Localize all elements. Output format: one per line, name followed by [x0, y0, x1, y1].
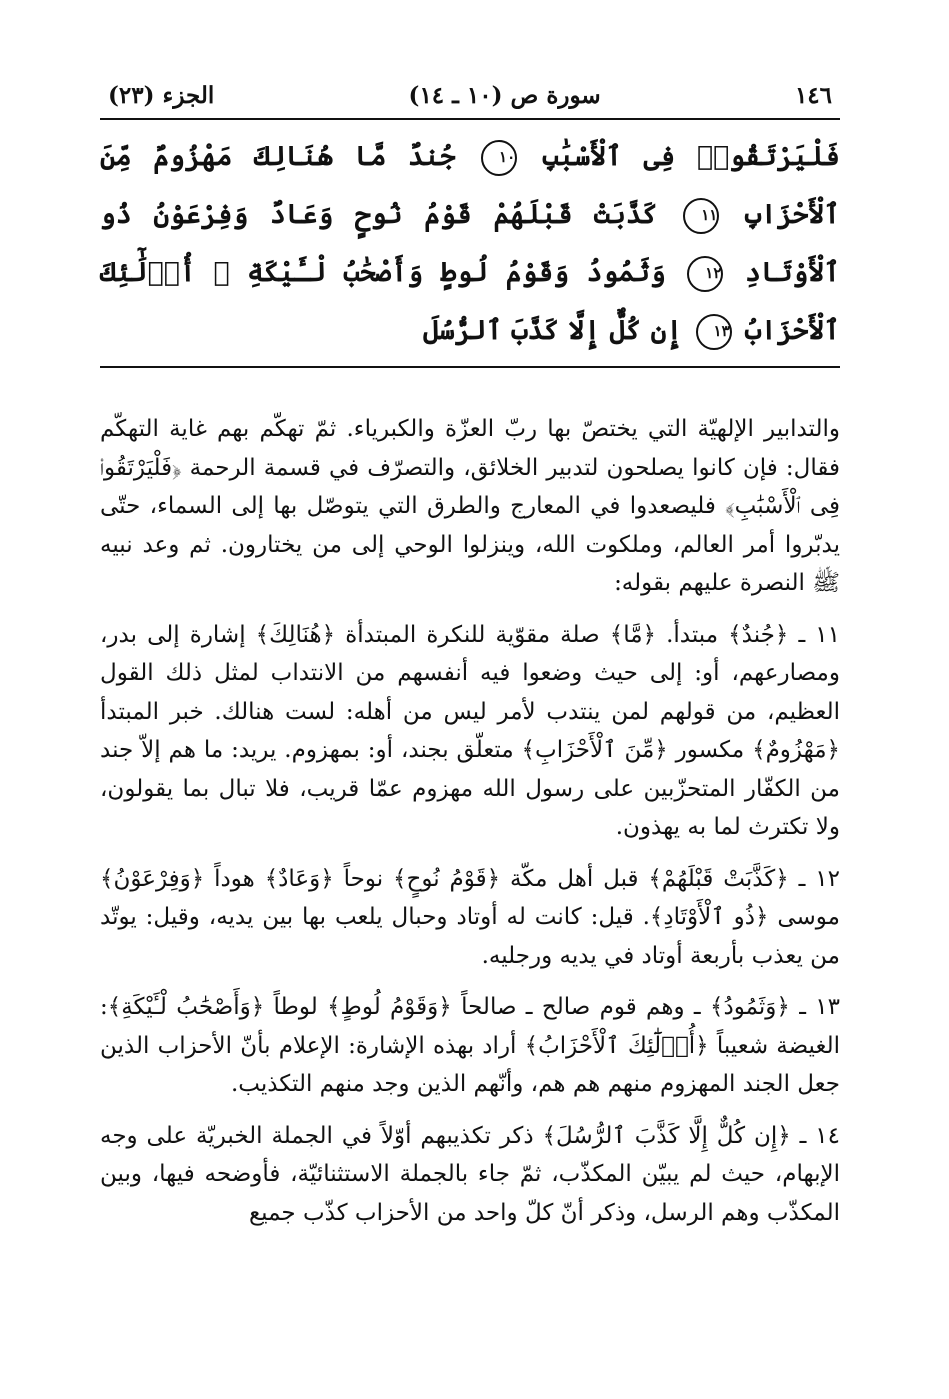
ayah-number-marker: ١٠: [481, 140, 517, 176]
ayah-number-marker: ١٣: [696, 314, 732, 350]
quran-verses: [100, 128, 840, 366]
running-head: [100, 82, 840, 118]
commentary-paragraph: ١٢ ـ ﴿كَذَّبَتْ قَبْلَهُمْ﴾ قبل أهل مكّة ﴿قَوْمُ نُوحٍ﴾ نوحاً ﴿وَعَادٌ﴾ هوداً ﴿وَفِرْعَوْنُ﴾ موسى ﴿ذُو ٱلْأَوْتَادِ﴾. قيل: كانت له أوتاد وحبال يلعب بها بين يديه، وقيل: يوتّد من يعذب بأربعة أوتاد في يديه ورجليه.: [100, 865, 840, 969]
ayah-number-marker: ١١: [683, 198, 719, 234]
page: [100, 82, 840, 1245]
juz-label: الجزء (٢٣): [108, 82, 215, 109]
verse-text: جُندٌ مَّا هُنَالِكَ مَهْزُومٌ مِّنَ ٱلْأَحْزَابِ: [100, 141, 840, 230]
header-divider: [100, 118, 840, 120]
verse-text: فَلْيَرْتَقُوا۟ فِى ٱلْأَسْبَٰبِ: [542, 141, 841, 172]
commentary-paragraph: ١٤ ـ ﴿إِن كُلٌّ إِلَّا كَذَّبَ ٱلرُّسُلَ﴾ ذكر تكذيبهم أوّلاً في الجملة الخبريّة على وجه الإبهام، حيث لم يبيّن المكذّب، ثمّ جاء بالجملة الاستثنائيّة، فأوضحه فيها، وبين المكذّب وهم الرسل، وذكر أنّ كلّ واحد من الأحزاب كذّب جميع: [100, 1122, 840, 1226]
surah-title: سورة ص (١٠ ـ ١٤): [408, 82, 601, 109]
verse-text: وَثَمُودُ وَقَوْمُ لُوطٍ وَأَصْحَٰبُ لْـَٔيْكَةِ ۚ أُو۟لَٰٓئِكَ ٱلْأَحْزَابُ: [100, 257, 840, 346]
commentary-paragraph: ١٣ ـ ﴿وَثَمُودُ﴾ ـ وهم قوم صالح ـ صالحاً ﴿وَقَوْمُ لُوطٍ﴾ لوطاً ﴿وَأَصْحَٰبُ لْـَٔيْكَةِ﴾: الغيضة شعيباً ﴿أُو۟لَٰٓئِكَ ٱلْأَحْزَابُ﴾ أراد بهذه الإشارة: الإعلام بأنّ الأحزاب الذين جعل الجند المهزوم منهم هم هم، وأنّهم الذين وجد منهم التكذيب.: [100, 994, 840, 1097]
commentary: [100, 410, 840, 1232]
commentary-paragraph: ١١ ـ ﴿جُندٌ﴾ مبتدأ. ﴿مَّا﴾ صلة مقوّية للنكرة المبتدأة ﴿هُنَالِكَ﴾ إشارة إلى بدر، ومصارعهم، أو: إلى حيث وضعوا فيه أنفسهم من الانتداب لمثل ذلك القول العظيم، من قولهم لمن ينتدب لأمر ليس من أهله: لست هنالك. خبر المبتدأ ﴿مَهْزُومٌ﴾ مكسور ﴿مِّنَ ٱلْأَحْزَابِ﴾ متعلّق بجند، أو: بمهزوم. يريد: ما هم إلاّ جند من الكفّار المتحزّبين على رسول الله مهزوم عمّا قريب، فلا تبال بما يقولون، ولا تكترث لما به يهذون.: [100, 621, 840, 840]
commentary-paragraph: والتدابير الإلهيّة التي يختصّ بها ربّ العزّة والكبرياء. ثمّ تهكّم بهم غاية التهكّم فقال: فإن كانوا يصلحون لتدبير الخلائق، والتصرّف في قسمة الرحمة ﴿فَلْيَرْتَقُوا۟ فِى ٱلْأَسْبَٰبِ﴾ فليصعدوا في المعارج والطرق التي يتوصّل بها إلى السماء، حتّى يدبّروا أمر العالم، وملكوت الله، وينزلوا الوحي إلى من يختارون. ثم وعد نبيه ﷺ النصرة عليهم بقوله:: [100, 416, 840, 596]
verse-text: إِن كُلٌّ إِلَّا كَذَّبَ ٱلرُّسُلَ: [423, 315, 683, 346]
verses-divider: [100, 366, 840, 368]
ayah-number-marker: ١٢: [687, 256, 723, 292]
verse-text: كَذَّبَتْ قَبْلَهُمْ قَوْمُ نُوحٍ وَعَادٌ وَفِرْعَوْنُ ذُو ٱلْأَوْتَادِ: [100, 199, 840, 288]
page-number: ١٤٦: [794, 82, 832, 109]
